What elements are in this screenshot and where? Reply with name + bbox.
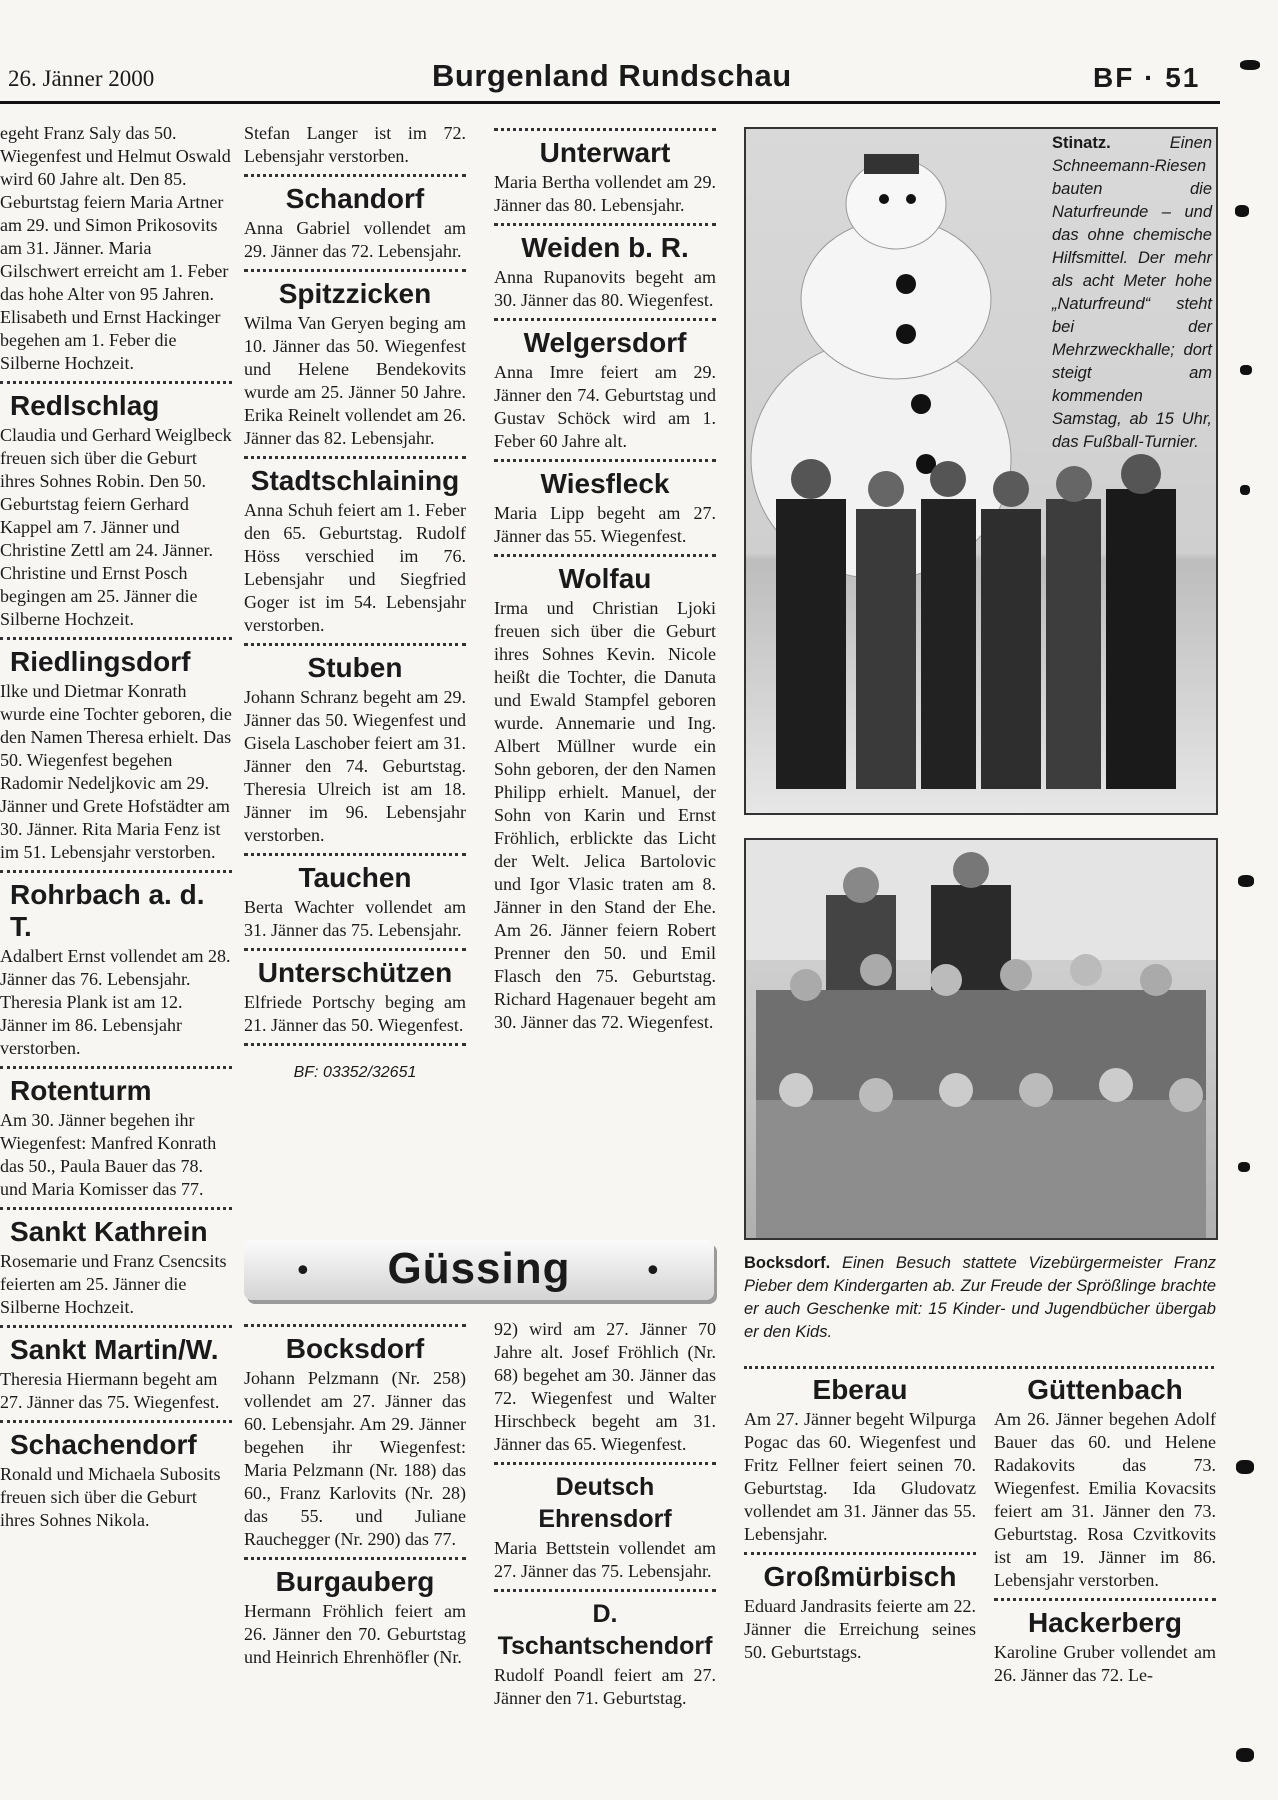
section-place: Stuben [307, 652, 403, 683]
section-grossmuerbisch [744, 1552, 976, 1664]
section-riedlingsdorf [0, 637, 232, 864]
section-place: Güttenbach [1027, 1374, 1183, 1405]
kindergarten-illustration [746, 840, 1216, 1238]
section-text: Anna Gabriel vollendet am 29. Jänner das 72. Lebensjahr. [244, 218, 466, 261]
issue-date: 26. Jänner 2000 [8, 66, 155, 91]
section-text: Am 30. Jänner begehen ihr Wiegenfest: Manfred Konrath das 50., Paula Bauer das 78. und Maria Komisser das 77. [0, 1110, 217, 1199]
dotted-divider [744, 1366, 1214, 1369]
guessing-column-5 [994, 1372, 1216, 1772]
dotted-divider [244, 174, 466, 177]
dotted-divider [0, 1066, 232, 1069]
section-place: Wolfau [558, 563, 652, 594]
section-text: Rosemarie und Franz Csencsits feierten am 25. Jänner die Silberne Hochzeit. [0, 1251, 227, 1317]
section-redlschlag [0, 381, 232, 631]
kindergarten-photo [744, 838, 1218, 1240]
dotted-divider [244, 456, 466, 459]
section-text: Johann Schranz begeht am 29. Jänner das 50. Wiegenfest und Gisela Laschober feiert am 31. Jänner den 74. Geburtstag. Theresia Ulreich ist am 18. Jänner im 96. Lebensjahr verstorben. [244, 687, 466, 845]
section-sankt-kathrein [0, 1207, 232, 1319]
snowman-caption [1052, 132, 1212, 454]
section-text: Theresia Hiermann begeht am 27. Jänner das 75. Wiegenfest. [0, 1369, 220, 1412]
dotted-divider [494, 1589, 716, 1592]
section-bocksdorf [244, 1324, 466, 1551]
scan-mark [1236, 1748, 1254, 1762]
dotted-divider [244, 269, 466, 272]
section-stadtschlaining [244, 456, 466, 637]
column-2-intro: Stefan Langer ist im 72. Lebensjahr verstorben. [244, 123, 466, 166]
dotted-divider [494, 554, 716, 557]
section-burgauberg [244, 1557, 466, 1669]
section-place: Schachendorf [10, 1429, 197, 1460]
kindergarten-caption [744, 1252, 1216, 1344]
section-place: D. Tschantschendorf [497, 1600, 713, 1660]
region-title: Güssing [387, 1244, 571, 1293]
section-text: Adalbert Ernst vollendet am 28. Jänner das 76. Lebensjahr. Theresia Plank ist am 12. Jänner im 86. Lebensjahr verstorben. [0, 946, 231, 1058]
section-schandorf [244, 174, 466, 263]
section-rotenturm [0, 1066, 232, 1201]
section-deutsch-ehrensdorf [494, 1462, 716, 1583]
dotted-divider [0, 870, 232, 873]
section-place: Sankt Martin/W. [10, 1334, 219, 1365]
section-text: Maria Lipp begeht am 27. Jänner das 55. Wiegenfest. [494, 503, 716, 546]
section-place: Unterwart [539, 137, 671, 168]
column-1-intro: egeht Franz Saly das 50. Wiegenfest und Helmut Oswald wird 60 Jahre alt. Den 85. Geburtstag feiern Maria Artner am 29. und Simon Prikosovits am 31. Jänner. Maria Gilschwert erreicht am 1. Feber das hohe Alter von 95 Jahren. Elisabeth und Ernst Hackinger begehen am 1. Feber die Silberne Hochzeit. [0, 123, 231, 373]
caption-place: Bocksdorf. [744, 1254, 831, 1272]
section-place: Schandorf [285, 183, 425, 214]
dotted-divider [744, 1552, 976, 1555]
section-place: Burgauberg [275, 1566, 435, 1597]
scan-mark [1240, 60, 1260, 70]
scan-mark [1238, 1162, 1250, 1172]
guessing-column-3 [494, 1318, 716, 1768]
dotted-divider [994, 1598, 1216, 1601]
dotted-divider [0, 1325, 232, 1328]
dotted-divider [244, 948, 466, 951]
section-text: Am 27. Jänner begeht Wilpurga Pogac das 60. Wiegenfest und Fritz Fellner feiert seinen 70. Geburtstag. Ida Gludovatz vollendet am 31. Jänner das 55. Lebensjahr. [744, 1409, 976, 1544]
column-2 [244, 122, 466, 1232]
section-weiden [494, 223, 716, 312]
section-text: Eduard Jandrasits feierte am 22. Jänner die Erreichung seines 50. Geburtstags. [744, 1596, 976, 1662]
section-place: Tauchen [298, 862, 412, 893]
column-intro: 92) wird am 27. Jänner 70 Jahre alt. Josef Fröhlich (Nr. 68) begehet am 30. Jänner das 72. Wiegenfest und Walter Hirschbeck begeht am 31. Jänner das 65. Wiegenfest. [494, 1319, 716, 1454]
section-text: Hermann Fröhlich feiert am 26. Jänner den 70. Geburtstag und Heinrich Ehrenhöfler (Nr. [244, 1601, 466, 1667]
caption-text: Einen Besuch stattete Vizebürgermeister Franz Pieber dem Kindergarten ab. Zur Freude der Sprößlinge brachte er auch Geschenke mit: 15 Kinder- und Jugendbücher übergab er den Kids. [744, 1254, 1217, 1341]
column-3 [494, 122, 716, 1232]
section-place: Hackerberg [1027, 1607, 1183, 1638]
section-stuben [244, 643, 466, 847]
section-text: Claudia und Gerhard Weiglbeck freuen sich über die Geburt ihres Sohnes Robin. Den 50. Geburtstag feiern Gerhard Kappel am 7. Jänner und Christine Zettl am 24. Jänner. Christine und Ernst Posch begingen am 25. Jänner die Silberne Hochzeit. [0, 425, 232, 629]
section-welgersdorf [494, 318, 716, 453]
dotted-divider [0, 637, 232, 640]
dotted-divider [244, 643, 466, 646]
section-place: Sankt Kathrein [10, 1216, 208, 1247]
section-place: Wiesfleck [540, 468, 670, 499]
dotted-divider [494, 318, 716, 321]
caption-text: Einen Schneemann-Riesen bauten die Naturfreunde – und das ohne chemische Hilfsmittel. Der mehr als acht Meter hohe „Naturfreund“ steht bei der Mehrzweckhalle; dort steigt am kommenden Samstag, ab 15 Uhr, das Fußball-Turnier. [1052, 134, 1212, 451]
section-place: Großmürbisch [763, 1561, 957, 1592]
section-place: Welgersdorf [523, 327, 687, 358]
column-1 [0, 122, 232, 1762]
dotted-divider [0, 381, 232, 384]
section-text: Ilke und Dietmar Konrath wurde eine Tochter geboren, die den Namen Theresa erhielt. Das 50. Wiegenfest begehen Radomir Nedeljkovic am 29. Jänner und Grete Hofstädter am 30. Jänner. Rita Maria Fenz ist im 51. Lebensjahr verstorben. [0, 681, 232, 862]
section-eberau [744, 1374, 976, 1546]
section-guettenbach [994, 1374, 1216, 1592]
dotted-divider [244, 1557, 466, 1560]
section-text: Elfriede Portschy beging am 21. Jänner das 50. Wiegenfest. [244, 992, 466, 1035]
section-place: Redlschlag [10, 390, 160, 421]
section-d-tschantschendorf [494, 1589, 716, 1710]
dotted-divider [494, 1462, 716, 1465]
guessing-column-4 [744, 1372, 976, 1772]
section-unterschuetzen [244, 948, 466, 1037]
section-sankt-martin [0, 1325, 232, 1414]
dotted-divider [0, 1207, 232, 1210]
section-text: Rudolf Poandl feiert am 27. Jänner den 71. Geburtstag. [494, 1665, 716, 1708]
section-place: Bocksdorf [285, 1333, 425, 1364]
section-place: Unterschützen [257, 957, 453, 988]
page-header [0, 0, 1278, 110]
section-place: Rotenturm [10, 1075, 152, 1106]
section-hackerberg [994, 1598, 1216, 1687]
section-text: Maria Bettstein vollendet am 27. Jänner das 75. Lebensjahr. [494, 1538, 716, 1581]
newspaper-title: Burgenland Rundschau [432, 58, 792, 93]
dotted-divider [244, 1324, 466, 1327]
section-wiesfleck [494, 459, 716, 548]
section-text: Berta Wachter vollendet am 31. Jänner das 75. Lebensjahr. [244, 897, 466, 940]
section-text: Anna Rupanovits begeht am 30. Jänner das 80. Wiegenfest. [494, 267, 716, 310]
guessing-column-2 [244, 1318, 466, 1768]
dotted-divider [494, 459, 716, 462]
section-unterwart [494, 128, 716, 217]
section-wolfau [494, 554, 716, 1034]
section-text: Johann Pelzmann (Nr. 258) vollendet am 27. Jänner das 60. Lebensjahr. Am 29. Jänner begehen ihr Wiegenfest: Maria Pelzmann (Nr. 188) das 60., Franz Karlovits (Nr. 28) das 55. und Juliane Rauchegger (Nr. 290) das 77. [244, 1368, 466, 1549]
section-place: Riedlingsdorf [10, 646, 191, 677]
section-place: Spitzzicken [278, 278, 432, 309]
scan-mark [1238, 875, 1254, 887]
snowman-photo [744, 127, 1218, 815]
section-text: Irma und Christian Ljoki freuen sich über die Geburt ihres Sohnes Kevin. Nicole heißt die Tochter, die Danuta und Ewald Stampfel geboren wurde. Annemarie und Ing. Albert Müllner wurde ein Sohn geboren, der den Namen Philipp erhielt. Manuel, der Sohn von Karin und Ernst Fröhlich, erblickte das Licht der Welt. Jelica Bartolovic und Igor Vlasic traten am 8. Jänner in den Stand der Ehe. Am 26. Jänner feiern Robert Prenner den 50. und Emil Flasch den 75. Geburtstag. Richard Hagenauer begeht am 30. Jänner das 72. Wiegenfest. [494, 598, 716, 1032]
section-text: Anna Schuh feiert am 1. Feber den 65. Geburtstag. Rudolf Höss verschied im 76. Lebensjahr und Siegfried Goger ist im 54. Lebensjahr verstorben. [244, 500, 466, 635]
section-text: Karoline Gruber vollendet am 26. Jänner das 72. Le- [994, 1642, 1216, 1685]
region-banner [244, 1240, 714, 1300]
section-text: Anna Imre feiert am 29. Jänner den 74. Geburtstag und Gustav Schöck wird am 1. Feber 60 Jahre alt. [494, 362, 716, 451]
caption-place: Stinatz. [1052, 134, 1111, 152]
page-number: BF · 51 [1093, 62, 1201, 93]
section-tauchen [244, 853, 466, 942]
section-spitzzicken [244, 269, 466, 450]
scan-mark [1235, 205, 1249, 217]
section-text: Ronald und Michaela Subosits freuen sich über die Geburt ihres Sohnes Nikola. [0, 1464, 221, 1530]
section-place: Deutsch Ehrensdorf [538, 1473, 672, 1533]
scan-mark [1236, 1460, 1254, 1474]
section-place: Eberau [812, 1374, 908, 1405]
section-place: Weiden b. R. [521, 232, 689, 263]
header-rule [0, 101, 1220, 104]
scan-mark [1240, 485, 1250, 495]
banner-dot-right: • [644, 1254, 662, 1289]
section-text: Maria Bertha vollendet am 29. Jänner das 80. Lebensjahr. [494, 172, 716, 215]
banner-dot-left: • [294, 1254, 312, 1289]
section-place: Rohrbach a. d. T. [10, 879, 205, 942]
dotted-divider [494, 128, 716, 131]
dotted-divider [0, 1420, 232, 1423]
section-text: Am 26. Jänner begehen Adolf Bauer das 60. und Helene Radakovits das 73. Wiegenfest. Emilia Kovacsits feiert am 31. Jänner den 73. Geburtstag. Rosa Czvitkovits ist am 19. Jänner im 86. Lebensjahr verstorben. [994, 1409, 1216, 1590]
section-place: Stadtschlaining [250, 465, 460, 496]
dotted-divider [244, 1043, 466, 1046]
section-schachendorf [0, 1420, 232, 1532]
section-rohrbach [0, 870, 232, 1060]
section-text: Wilma Van Geryen beging am 10. Jänner das 50. Wiegenfest und Helene Bendekovits wurde am 25. Jänner 50 Jahre. Erika Reinelt vollendet am 26. Jänner das 82. Lebensjahr. [244, 313, 466, 448]
phone-number: BF: 03352/32651 [293, 1064, 417, 1081]
dotted-divider [244, 853, 466, 856]
scan-mark [1240, 365, 1252, 375]
dotted-divider [494, 223, 716, 226]
